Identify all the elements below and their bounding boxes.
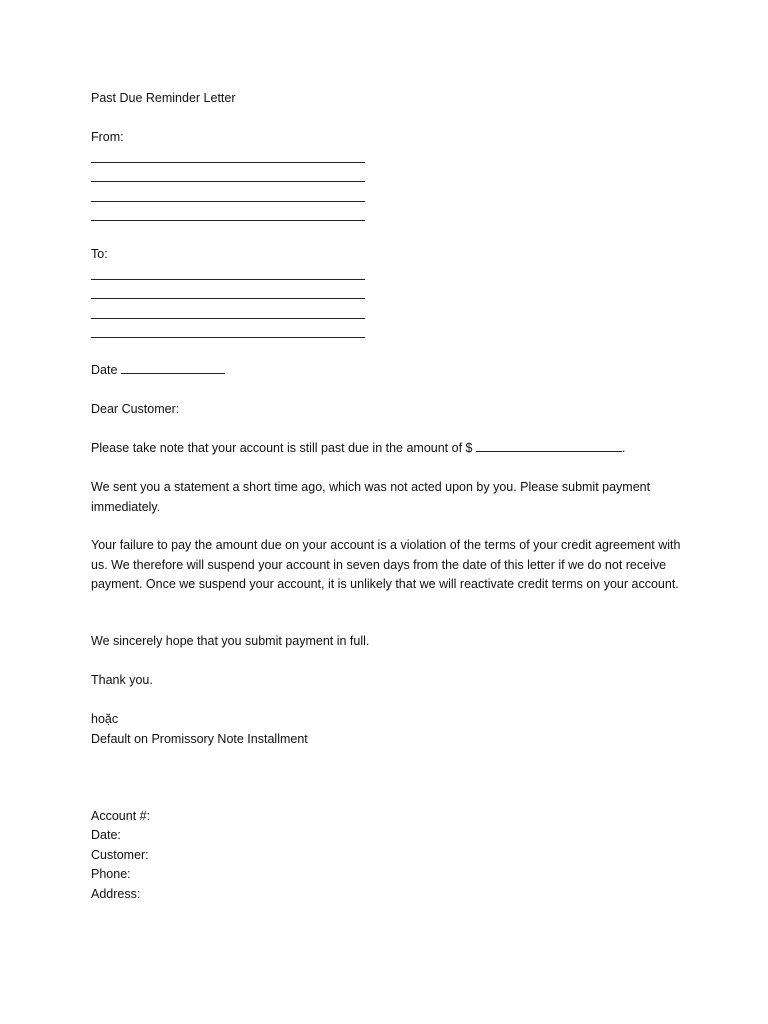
from-blank-line bbox=[91, 201, 365, 202]
to-blank-line bbox=[91, 298, 365, 299]
failure-paragraph: Your failure to pay the amount due on your account is a violation of the terms of your credit agreement with us. We therefore will suspend your account in seven days from the date of this letter if we do not receive payment. Once we suspend your account, it is unlikely that we will reactivate credit terms on your account. bbox=[91, 538, 681, 591]
to-blank-line bbox=[91, 337, 365, 338]
closing: Thank you. bbox=[91, 673, 153, 687]
field-label: Address: bbox=[91, 887, 141, 901]
field-label: Account #: bbox=[91, 809, 151, 823]
field-label: Date: bbox=[91, 828, 121, 842]
or-separator: hoặc bbox=[91, 712, 119, 726]
hope-paragraph: We sincerely hope that you submit payment in full. bbox=[91, 634, 370, 648]
amount-blank bbox=[476, 439, 622, 452]
amount-text: Please take note that your account is still past due in the amount of $ bbox=[91, 441, 473, 455]
date-blank bbox=[121, 361, 225, 374]
second-title: Default on Promissory Note Installment bbox=[91, 732, 308, 746]
from-blank-line bbox=[91, 162, 365, 163]
to-label: To: bbox=[91, 247, 108, 261]
from-label: From: bbox=[91, 130, 124, 144]
date-label: Date bbox=[91, 363, 118, 377]
date-line bbox=[91, 361, 225, 380]
statement-paragraph: We sent you a statement a short time ago, which was not acted upon by you. Please submit payment immediately. bbox=[91, 480, 651, 514]
letter-title: Past Due Reminder Letter bbox=[91, 91, 236, 105]
to-blank-line bbox=[91, 279, 365, 280]
to-blank-line bbox=[91, 318, 365, 319]
salutation: Dear Customer: bbox=[91, 402, 180, 416]
from-blank-line bbox=[91, 220, 365, 221]
from-blank-line bbox=[91, 181, 365, 182]
field-label: Phone: bbox=[91, 867, 131, 881]
amount-line bbox=[91, 439, 625, 458]
amount-suffix: . bbox=[621, 441, 626, 455]
field-label: Customer: bbox=[91, 848, 149, 862]
